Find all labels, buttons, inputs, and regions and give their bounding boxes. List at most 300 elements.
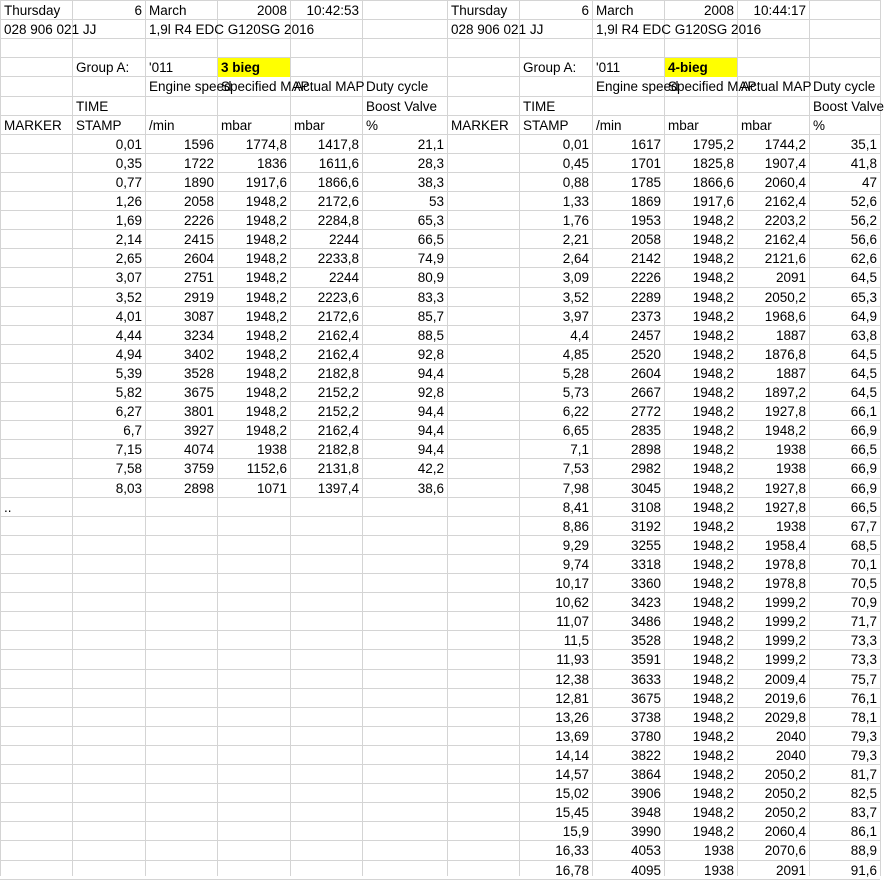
specified-map-cell[interactable]: 1948,2 <box>692 595 734 610</box>
engine-speed-cell[interactable]: 3864 <box>630 767 661 782</box>
engine-speed-cell[interactable]: 3234 <box>183 328 214 343</box>
actual-map-cell[interactable]: 1907,4 <box>764 156 806 171</box>
time-stamp-cell[interactable]: 7,58 <box>115 461 142 476</box>
engine-speed-cell[interactable]: 2226 <box>183 213 214 228</box>
engine-speed-cell[interactable]: 3255 <box>630 538 661 553</box>
actual-map-cell[interactable]: 1897,2 <box>764 385 806 400</box>
actual-map-cell[interactable]: 2070,6 <box>764 843 806 858</box>
specified-map-cell[interactable]: 1948,2 <box>692 652 734 667</box>
duty-cycle-cell[interactable]: 92,8 <box>417 385 444 400</box>
actual-map-cell[interactable]: 2162,4 <box>764 194 806 209</box>
engine-speed-cell[interactable]: 2898 <box>630 442 661 457</box>
actual-map-cell[interactable]: 2009,4 <box>764 672 806 687</box>
specified-map-cell[interactable]: 1866,6 <box>692 175 734 190</box>
specified-map-cell[interactable]: 1948,2 <box>245 328 287 343</box>
actual-map-cell[interactable]: 1999,2 <box>764 614 806 629</box>
engine-cell[interactable]: 1,9l R4 EDC G120SG 2016 <box>596 22 762 37</box>
actual-map-cell[interactable]: 2244 <box>328 232 359 247</box>
actual-map-cell[interactable]: 1938 <box>775 442 806 457</box>
engine-speed-cell[interactable]: 3528 <box>630 633 661 648</box>
engine-speed-cell[interactable]: 3675 <box>183 385 214 400</box>
time-stamp-cell[interactable]: 4,44 <box>115 328 142 343</box>
actual-map-cell[interactable]: 2040 <box>775 748 806 763</box>
duty-cycle-cell[interactable]: 70,5 <box>850 576 877 591</box>
duty-cycle-cell[interactable]: 83,3 <box>417 290 444 305</box>
actual-map-cell[interactable]: 1978,8 <box>764 576 806 591</box>
header-duty-cycle[interactable]: Duty cycle <box>813 79 876 94</box>
duty-cycle-cell[interactable]: 81,7 <box>850 767 877 782</box>
time-stamp-cell[interactable]: 9,74 <box>562 557 589 572</box>
actual-map-cell[interactable]: 2172,6 <box>317 194 359 209</box>
duty-cycle-cell[interactable]: 66,5 <box>850 442 877 457</box>
specified-map-cell[interactable]: 1948,2 <box>245 385 287 400</box>
part-number-cell[interactable]: 028 906 021 JJ <box>451 22 544 37</box>
engine-speed-cell[interactable]: 3780 <box>630 729 661 744</box>
specified-map-cell[interactable]: 1948,2 <box>692 366 734 381</box>
engine-speed-cell[interactable]: 2457 <box>630 328 661 343</box>
actual-map-cell[interactable]: 2203,2 <box>764 213 806 228</box>
actual-map-cell[interactable]: 2152,2 <box>317 404 359 419</box>
duty-cycle-cell[interactable]: 66,5 <box>850 500 877 515</box>
time-stamp-cell[interactable]: 2,21 <box>562 232 589 247</box>
specified-map-cell[interactable]: 1948,2 <box>245 366 287 381</box>
time-stamp-cell[interactable]: 3,07 <box>115 270 142 285</box>
group-label-cell[interactable]: Group A: <box>76 60 130 75</box>
time-stamp-cell[interactable]: 15,9 <box>562 824 589 839</box>
engine-speed-cell[interactable]: 3801 <box>183 404 214 419</box>
header-stamp[interactable]: STAMP <box>523 118 569 133</box>
engine-speed-cell[interactable]: 3948 <box>630 805 661 820</box>
duty-cycle-cell[interactable]: 73,3 <box>850 652 877 667</box>
actual-map-cell[interactable]: 1927,8 <box>764 404 806 419</box>
specified-map-cell[interactable]: 1948,2 <box>245 194 287 209</box>
duty-cycle-cell[interactable]: 38,6 <box>417 481 444 496</box>
specified-map-cell[interactable]: 1948,2 <box>245 290 287 305</box>
actual-map-cell[interactable]: 1927,8 <box>764 500 806 515</box>
duty-cycle-cell[interactable]: 83,7 <box>850 805 877 820</box>
engine-speed-cell[interactable]: 3927 <box>183 423 214 438</box>
time-stamp-cell[interactable]: 15,45 <box>555 805 589 820</box>
specified-map-cell[interactable]: 1795,2 <box>692 137 734 152</box>
time-stamp-cell[interactable]: 2,65 <box>115 251 142 266</box>
duty-cycle-cell[interactable]: 88,9 <box>850 843 877 858</box>
actual-map-cell[interactable]: 2029,8 <box>764 710 806 725</box>
engine-speed-cell[interactable]: 3360 <box>630 576 661 591</box>
specified-map-cell[interactable]: 1948,2 <box>692 251 734 266</box>
actual-map-cell[interactable]: 1999,2 <box>764 633 806 648</box>
day-cell[interactable]: Thursday <box>451 3 508 18</box>
actual-map-cell[interactable]: 1866,6 <box>317 175 359 190</box>
specified-map-cell[interactable]: 1948,2 <box>245 404 287 419</box>
duty-cycle-cell[interactable]: 28,3 <box>417 156 444 171</box>
time-stamp-cell[interactable]: 8,03 <box>115 481 142 496</box>
engine-speed-cell[interactable]: 3087 <box>183 309 214 324</box>
time-stamp-cell[interactable]: 11,5 <box>563 633 589 648</box>
specified-map-cell[interactable]: 1948,2 <box>692 232 734 247</box>
specified-map-cell[interactable]: 1948,2 <box>692 404 734 419</box>
actual-map-cell[interactable]: 1958,4 <box>764 538 806 553</box>
duty-cycle-cell[interactable]: 67,7 <box>850 519 877 534</box>
actual-map-cell[interactable]: 2172,6 <box>317 309 359 324</box>
year-cell[interactable]: 2008 <box>256 3 287 18</box>
specified-map-cell[interactable]: 1948,2 <box>692 710 734 725</box>
engine-speed-cell[interactable]: 2604 <box>183 251 214 266</box>
header-engine-speed[interactable]: Engine speed <box>596 79 679 94</box>
unit-specified[interactable]: mbar <box>668 118 699 133</box>
time-stamp-cell[interactable]: 13,26 <box>555 710 589 725</box>
duty-cycle-cell[interactable]: 73,3 <box>850 633 877 648</box>
time-stamp-cell[interactable]: 6,7 <box>123 423 142 438</box>
time-stamp-cell[interactable]: 4,4 <box>570 328 589 343</box>
time-stamp-cell[interactable]: 16,78 <box>555 863 589 878</box>
duty-cycle-cell[interactable]: 86,1 <box>850 824 877 839</box>
time-stamp-cell[interactable]: 12,81 <box>555 691 589 706</box>
duty-cycle-cell[interactable]: 53 <box>428 194 444 209</box>
specified-map-cell[interactable]: 1948,2 <box>692 614 734 629</box>
actual-map-cell[interactable]: 2182,8 <box>317 442 359 457</box>
engine-speed-cell[interactable]: 2982 <box>630 461 661 476</box>
header-boost-valve[interactable]: Boost Valve <box>813 99 885 114</box>
actual-map-cell[interactable]: 2040 <box>775 729 806 744</box>
time-stamp-cell[interactable]: 5,82 <box>115 385 142 400</box>
time-stamp-cell[interactable]: 1,76 <box>562 213 589 228</box>
specified-map-cell[interactable]: 1948,2 <box>245 309 287 324</box>
actual-map-cell[interactable]: 2060,4 <box>764 175 806 190</box>
duty-cycle-cell[interactable]: 64,5 <box>850 270 877 285</box>
specified-map-cell[interactable]: 1825,8 <box>692 156 734 171</box>
engine-speed-cell[interactable]: 3423 <box>630 595 661 610</box>
duty-cycle-cell[interactable]: 64,9 <box>850 309 877 324</box>
specified-map-cell[interactable]: 1948,2 <box>692 824 734 839</box>
engine-speed-cell[interactable]: 1722 <box>183 156 214 171</box>
engine-speed-cell[interactable]: 3318 <box>630 557 661 572</box>
header-stamp[interactable]: STAMP <box>76 118 122 133</box>
duty-cycle-cell[interactable]: 76,1 <box>850 691 877 706</box>
actual-map-cell[interactable]: 1876,8 <box>764 347 806 362</box>
actual-map-cell[interactable]: 2182,8 <box>317 366 359 381</box>
duty-cycle-cell[interactable]: 62,6 <box>850 251 877 266</box>
engine-speed-cell[interactable]: 4095 <box>630 863 661 878</box>
duty-cycle-cell[interactable]: 66,1 <box>850 404 877 419</box>
actual-map-cell[interactable]: 2060,4 <box>764 824 806 839</box>
header-marker[interactable]: MARKER <box>4 118 62 133</box>
actual-map-cell[interactable]: 1887 <box>775 366 806 381</box>
specified-map-cell[interactable]: 1938 <box>703 843 734 858</box>
engine-speed-cell[interactable]: 2058 <box>630 232 661 247</box>
specified-map-cell[interactable]: 1948,2 <box>692 633 734 648</box>
specified-map-cell[interactable]: 1948,2 <box>692 691 734 706</box>
actual-map-cell[interactable]: 2050,2 <box>764 786 806 801</box>
duty-cycle-cell[interactable]: 56,6 <box>850 232 877 247</box>
time-stamp-cell[interactable]: 6,22 <box>562 404 589 419</box>
time-cell[interactable]: 10:42:53 <box>306 3 359 18</box>
engine-speed-cell[interactable]: 2415 <box>183 232 214 247</box>
specified-map-cell[interactable]: 1948,2 <box>245 213 287 228</box>
specified-map-cell[interactable]: 1948,2 <box>245 423 287 438</box>
engine-speed-cell[interactable]: 1701 <box>630 156 661 171</box>
duty-cycle-cell[interactable]: 88,5 <box>417 328 444 343</box>
specified-map-cell[interactable]: 1948,2 <box>692 519 734 534</box>
engine-speed-cell[interactable]: 1890 <box>183 175 214 190</box>
actual-map-cell[interactable]: 1927,8 <box>764 481 806 496</box>
duty-cycle-cell[interactable]: 92,8 <box>417 347 444 362</box>
duty-cycle-cell[interactable]: 80,9 <box>417 270 444 285</box>
header-time[interactable]: TIME <box>76 99 109 114</box>
time-stamp-cell[interactable]: 3,97 <box>562 309 589 324</box>
engine-speed-cell[interactable]: 1596 <box>183 137 214 152</box>
engine-speed-cell[interactable]: 2289 <box>630 290 661 305</box>
month-cell[interactable]: March <box>596 3 634 18</box>
time-stamp-cell[interactable]: 5,28 <box>562 366 589 381</box>
header-duty-cycle[interactable]: Duty cycle <box>366 79 429 94</box>
specified-map-cell[interactable]: 1948,2 <box>692 767 734 782</box>
unit-duty[interactable]: % <box>366 118 379 133</box>
duty-cycle-cell[interactable]: 64,5 <box>850 385 877 400</box>
specified-map-cell[interactable]: 1836 <box>256 156 287 171</box>
duty-cycle-cell[interactable]: 78,1 <box>850 710 877 725</box>
engine-speed-cell[interactable]: 2142 <box>630 251 661 266</box>
marker-cell[interactable]: .. <box>4 500 12 515</box>
actual-map-cell[interactable]: 1417,8 <box>317 137 359 152</box>
time-stamp-cell[interactable]: 8,86 <box>562 519 589 534</box>
time-stamp-cell[interactable]: 12,38 <box>555 672 589 687</box>
time-stamp-cell[interactable]: 3,09 <box>562 270 589 285</box>
time-stamp-cell[interactable]: 0,77 <box>115 175 142 190</box>
specified-map-cell[interactable]: 1948,2 <box>692 270 734 285</box>
specified-map-cell[interactable]: 1917,6 <box>692 194 734 209</box>
actual-map-cell[interactable]: 2152,2 <box>317 385 359 400</box>
header-specified-map[interactable]: Specified MAP <box>221 79 310 94</box>
engine-speed-cell[interactable]: 3045 <box>630 481 661 496</box>
time-stamp-cell[interactable]: 0,88 <box>562 175 589 190</box>
actual-map-cell[interactable]: 2162,4 <box>764 232 806 247</box>
time-stamp-cell[interactable]: 14,14 <box>555 748 589 763</box>
engine-speed-cell[interactable]: 3108 <box>630 500 661 515</box>
engine-speed-cell[interactable]: 3822 <box>630 748 661 763</box>
duty-cycle-cell[interactable]: 66,9 <box>850 423 877 438</box>
duty-cycle-cell[interactable]: 70,9 <box>850 595 877 610</box>
time-stamp-cell[interactable]: 10,17 <box>555 576 589 591</box>
duty-cycle-cell[interactable]: 52,6 <box>850 194 877 209</box>
engine-speed-cell[interactable]: 3990 <box>630 824 661 839</box>
actual-map-cell[interactable]: 2223,6 <box>317 290 359 305</box>
specified-map-cell[interactable]: 1938 <box>703 863 734 878</box>
duty-cycle-cell[interactable]: 38,3 <box>417 175 444 190</box>
actual-map-cell[interactable]: 2233,8 <box>317 251 359 266</box>
engine-speed-cell[interactable]: 3633 <box>630 672 661 687</box>
specified-map-cell[interactable]: 1948,2 <box>692 423 734 438</box>
actual-map-cell[interactable]: 2091 <box>775 270 806 285</box>
engine-speed-cell[interactable]: 1953 <box>630 213 661 228</box>
engine-speed-cell[interactable]: 4074 <box>183 442 214 457</box>
time-stamp-cell[interactable]: 0,35 <box>115 156 142 171</box>
group-code-cell[interactable]: '011 <box>596 60 621 75</box>
specified-map-cell[interactable]: 1917,6 <box>245 175 287 190</box>
duty-cycle-cell[interactable]: 41,8 <box>850 156 877 171</box>
time-stamp-cell[interactable]: 8,41 <box>562 500 589 515</box>
specified-map-cell[interactable]: 1948,2 <box>245 251 287 266</box>
day-cell[interactable]: Thursday <box>4 3 61 18</box>
duty-cycle-cell[interactable]: 71,7 <box>850 614 877 629</box>
time-stamp-cell[interactable]: 5,73 <box>562 385 589 400</box>
time-stamp-cell[interactable]: 16,33 <box>555 843 589 858</box>
actual-map-cell[interactable]: 1978,8 <box>764 557 806 572</box>
actual-map-cell[interactable]: 2050,2 <box>764 767 806 782</box>
time-stamp-cell[interactable]: 0,45 <box>562 156 589 171</box>
month-cell[interactable]: March <box>149 3 187 18</box>
engine-speed-cell[interactable]: 3675 <box>630 691 661 706</box>
actual-map-cell[interactable]: 1968,6 <box>764 309 806 324</box>
engine-speed-cell[interactable]: 3591 <box>630 652 661 667</box>
specified-map-cell[interactable]: 1938 <box>256 442 287 457</box>
specified-map-cell[interactable]: 1948,2 <box>245 347 287 362</box>
specified-map-cell[interactable]: 1948,2 <box>692 786 734 801</box>
engine-speed-cell[interactable]: 2667 <box>630 385 661 400</box>
engine-speed-cell[interactable]: 2898 <box>183 481 214 496</box>
specified-map-cell[interactable]: 1948,2 <box>692 557 734 572</box>
engine-speed-cell[interactable]: 1785 <box>630 175 661 190</box>
actual-map-cell[interactable]: 2050,2 <box>764 290 806 305</box>
unit-actual[interactable]: mbar <box>294 118 325 133</box>
engine-speed-cell[interactable]: 2751 <box>183 270 214 285</box>
duty-cycle-cell[interactable]: 64,5 <box>850 347 877 362</box>
duty-cycle-cell[interactable]: 66,9 <box>850 481 877 496</box>
duty-cycle-cell[interactable]: 21,1 <box>417 137 444 152</box>
time-stamp-cell[interactable]: 0,01 <box>115 137 142 152</box>
specified-map-cell[interactable]: 1948,2 <box>692 461 734 476</box>
unit-duty[interactable]: % <box>813 118 826 133</box>
actual-map-cell[interactable]: 2091 <box>775 863 806 878</box>
specified-map-cell[interactable]: 1071 <box>256 481 287 496</box>
actual-map-cell[interactable]: 1999,2 <box>764 595 806 610</box>
duty-cycle-cell[interactable]: 75,7 <box>850 672 877 687</box>
specified-map-cell[interactable]: 1948,2 <box>692 328 734 343</box>
time-stamp-cell[interactable]: 7,98 <box>562 481 589 496</box>
specified-map-cell[interactable]: 1948,2 <box>692 748 734 763</box>
actual-map-cell[interactable]: 2244 <box>328 270 359 285</box>
duty-cycle-cell[interactable]: 74,9 <box>417 251 444 266</box>
duty-cycle-cell[interactable]: 64,5 <box>850 366 877 381</box>
engine-speed-cell[interactable]: 3759 <box>183 461 214 476</box>
duty-cycle-cell[interactable]: 47 <box>861 175 877 190</box>
engine-speed-cell[interactable]: 3402 <box>183 347 214 362</box>
header-marker[interactable]: MARKER <box>451 118 509 133</box>
duty-cycle-cell[interactable]: 63,8 <box>850 328 877 343</box>
duty-cycle-cell[interactable]: 94,4 <box>417 366 444 381</box>
actual-map-cell[interactable]: 1999,2 <box>764 652 806 667</box>
specified-map-cell[interactable]: 1948,2 <box>692 672 734 687</box>
duty-cycle-cell[interactable]: 65,3 <box>417 213 444 228</box>
specified-map-cell[interactable]: 1948,2 <box>692 805 734 820</box>
engine-speed-cell[interactable]: 3528 <box>183 366 214 381</box>
duty-cycle-cell[interactable]: 94,4 <box>417 442 444 457</box>
time-stamp-cell[interactable]: 11,93 <box>556 652 589 667</box>
time-stamp-cell[interactable]: 4,94 <box>115 347 142 362</box>
specified-map-cell[interactable]: 1152,6 <box>246 461 287 476</box>
engine-speed-cell[interactable]: 3486 <box>630 614 661 629</box>
time-stamp-cell[interactable]: 13,69 <box>555 729 589 744</box>
engine-speed-cell[interactable]: 2604 <box>630 366 661 381</box>
time-stamp-cell[interactable]: 9,29 <box>562 538 589 553</box>
time-stamp-cell[interactable]: 14,57 <box>555 767 589 782</box>
gear-cell[interactable]: 4-bieg <box>665 58 737 77</box>
engine-speed-cell[interactable]: 2835 <box>630 423 661 438</box>
duty-cycle-cell[interactable]: 94,4 <box>417 423 444 438</box>
duty-cycle-cell[interactable]: 66,9 <box>850 461 877 476</box>
group-code-cell[interactable]: '011 <box>149 60 174 75</box>
duty-cycle-cell[interactable]: 66,5 <box>417 232 444 247</box>
time-stamp-cell[interactable]: 15,02 <box>555 786 589 801</box>
actual-map-cell[interactable]: 1938 <box>775 461 806 476</box>
duty-cycle-cell[interactable]: 56,2 <box>850 213 877 228</box>
header-specified-map[interactable]: Specified MAP <box>668 79 757 94</box>
actual-map-cell[interactable]: 1948,2 <box>764 423 806 438</box>
time-stamp-cell[interactable]: 1,33 <box>562 194 589 209</box>
engine-cell[interactable]: 1,9l R4 EDC G120SG 2016 <box>149 22 315 37</box>
time-stamp-cell[interactable]: 6,65 <box>562 423 589 438</box>
actual-map-cell[interactable]: 2284,8 <box>317 213 359 228</box>
time-stamp-cell[interactable]: 7,15 <box>115 442 142 457</box>
engine-speed-cell[interactable]: 2520 <box>630 347 661 362</box>
engine-speed-cell[interactable]: 1617 <box>630 137 661 152</box>
duty-cycle-cell[interactable]: 91,6 <box>850 863 877 878</box>
time-stamp-cell[interactable]: 7,1 <box>570 442 589 457</box>
time-stamp-cell[interactable]: 6,27 <box>115 404 142 419</box>
duty-cycle-cell[interactable]: 65,3 <box>850 290 877 305</box>
actual-map-cell[interactable]: 2121,6 <box>764 251 806 266</box>
actual-map-cell[interactable]: 2019,6 <box>764 691 806 706</box>
duty-cycle-cell[interactable]: 79,3 <box>850 729 877 744</box>
time-stamp-cell[interactable]: 1,69 <box>115 213 142 228</box>
unit-specified[interactable]: mbar <box>221 118 252 133</box>
engine-speed-cell[interactable]: 2226 <box>630 270 661 285</box>
time-stamp-cell[interactable]: 0,01 <box>562 137 589 152</box>
engine-speed-cell[interactable]: 2919 <box>183 290 214 305</box>
engine-speed-cell[interactable]: 2058 <box>183 194 214 209</box>
specified-map-cell[interactable]: 1948,2 <box>245 232 287 247</box>
time-stamp-cell[interactable]: 5,39 <box>115 366 142 381</box>
gear-cell[interactable]: 3 bieg <box>218 58 290 77</box>
header-actual-map[interactable]: Actual MAP <box>294 79 365 94</box>
engine-speed-cell[interactable]: 2373 <box>630 309 661 324</box>
header-boost-valve[interactable]: Boost Valve <box>366 99 438 114</box>
time-stamp-cell[interactable]: 2,14 <box>115 232 142 247</box>
specified-map-cell[interactable]: 1948,2 <box>692 729 734 744</box>
duty-cycle-cell[interactable]: 85,7 <box>417 309 444 324</box>
header-engine-speed[interactable]: Engine speed <box>149 79 232 94</box>
engine-speed-cell[interactable]: 3738 <box>630 710 661 725</box>
actual-map-cell[interactable]: 2050,2 <box>764 805 806 820</box>
specified-map-cell[interactable]: 1948,2 <box>692 481 734 496</box>
duty-cycle-cell[interactable]: 42,2 <box>417 461 444 476</box>
actual-map-cell[interactable]: 1397,4 <box>317 481 359 496</box>
specified-map-cell[interactable]: 1948,2 <box>245 270 287 285</box>
unit-speed[interactable]: /min <box>149 118 175 133</box>
engine-speed-cell[interactable]: 2772 <box>630 404 661 419</box>
header-time[interactable]: TIME <box>523 99 556 114</box>
specified-map-cell[interactable]: 1948,2 <box>692 347 734 362</box>
unit-speed[interactable]: /min <box>596 118 622 133</box>
date-cell[interactable]: 6 <box>134 3 142 18</box>
specified-map-cell[interactable]: 1948,2 <box>692 442 734 457</box>
specified-map-cell[interactable]: 1948,2 <box>692 213 734 228</box>
engine-speed-cell[interactable]: 1869 <box>630 194 661 209</box>
duty-cycle-cell[interactable]: 94,4 <box>417 404 444 419</box>
specified-map-cell[interactable]: 1948,2 <box>692 576 734 591</box>
part-number-cell[interactable]: 028 906 021 JJ <box>4 22 97 37</box>
time-stamp-cell[interactable]: 3,52 <box>562 290 589 305</box>
time-stamp-cell[interactable]: 11,07 <box>556 614 589 629</box>
